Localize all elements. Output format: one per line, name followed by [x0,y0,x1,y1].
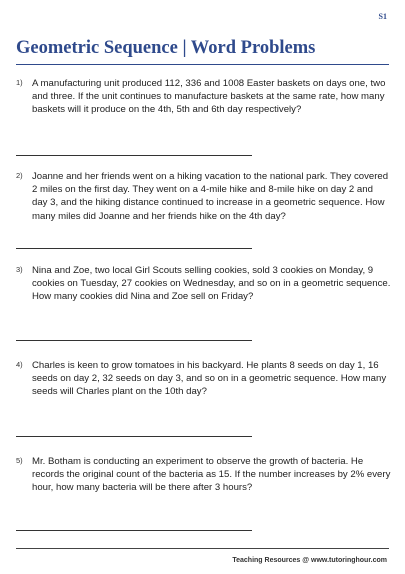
question-2 [16,170,391,223]
answer-line-1[interactable] [16,155,252,156]
page-title: Geometric Sequence | Word Problems [16,38,316,58]
question-number: 4) [16,360,23,369]
question-number: 3) [16,265,23,274]
question-number: 2) [16,171,23,180]
answer-line-3[interactable] [16,340,252,341]
question-text: A manufacturing unit produced 112, 336 and 1008 Easter baskets on days one, two and three. If the unit continues to manufacture baskets at the same rate, how many baskets will it produce on the 4th, 5th and 6th day respectively? [32,78,386,116]
question-text: Charles is keen to grow tomatoes in his backyard. He plants 8 seeds on day 1, 16 seeds on day 2, 32 seeds on day 3, and so on in a geometric sequence. How many seeds will Charles plant on the 10th day? [32,360,387,398]
title-divider [16,64,389,65]
question-1 [16,77,391,117]
footer-divider [16,548,389,549]
question-4 [16,359,391,399]
question-text: Joanne and her friends went on a hiking vacation to the national park. They covered 2 miles on the first day. They went on a 4-mile hike and 8-mile hike on day 2 and day 3, and the hiking distance continued to increase in a geometric sequence. How many miles did Joanne and her friends hike on the 4th day? [32,171,389,222]
footer-credit: Teaching Resources @ www.tutoringhour.com [232,557,387,564]
question-number: 1) [16,78,23,87]
question-3 [16,264,391,304]
question-number: 5) [16,456,23,465]
answer-line-4[interactable] [16,436,252,437]
question-text: Nina and Zoe, two local Girl Scouts selling cookies, sold 3 cookies on Monday, 9 cookies on Tuesday, 27 cookies on Wednesday, and so on in a geometric sequence. How many cookies did Nina and Zoe sell on Friday? [32,265,391,303]
worksheet-code: S1 [378,12,387,21]
question-5 [16,455,391,495]
answer-line-2[interactable] [16,248,252,249]
answer-line-5[interactable] [16,530,252,531]
question-text: Mr. Botham is conducting an experiment to observe the growth of bacteria. He records the original count of the bacteria as 15. If the number increases by 2% every hour, how many bacteria will be there after 3 hours? [32,456,391,494]
